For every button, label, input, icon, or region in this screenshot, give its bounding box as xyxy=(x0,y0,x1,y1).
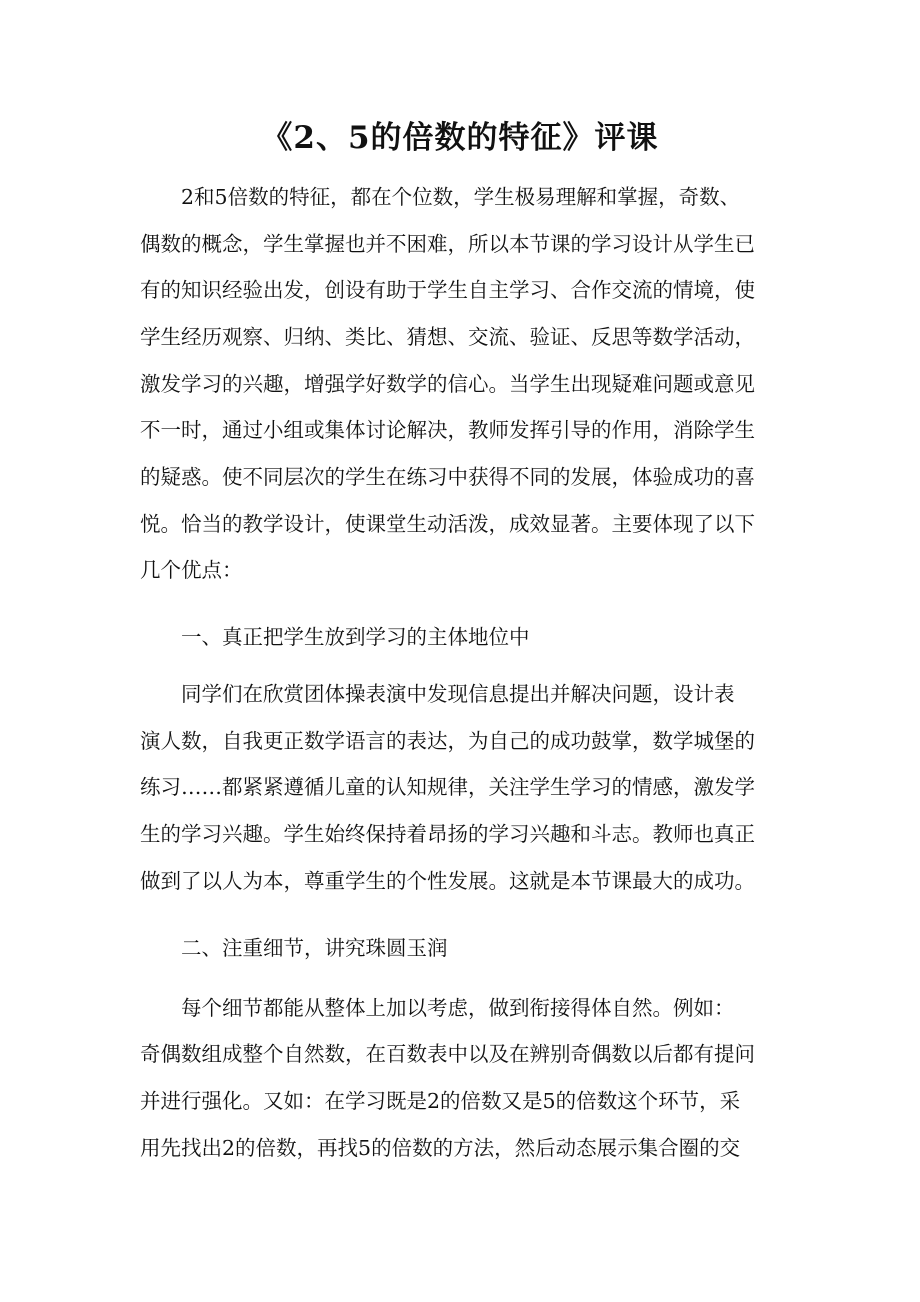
section2-line: 每个细节都能从整体上加以考虑，做到衔接得体自然。例如： xyxy=(140,996,735,1020)
section1-line: 生的学习兴趣。学生始终保持着昂扬的学习兴趣和斗志。教师也真正 xyxy=(140,822,755,846)
intro-line: 不一时，通过小组或集体讨论解决，教师发挥引导的作用，消除学生 xyxy=(140,418,755,442)
section1-line: 做到了以人为本，尊重学生的个性发展。这就是本节课最大的成功。 xyxy=(140,869,755,893)
section1-line: 演人数，自我更正数学语言的表达，为自己的成功鼓掌，数学城堡的 xyxy=(140,729,755,753)
section1-line: 练习……都紧紧遵循儿童的认知规律，关注学生学习的情感，激发学 xyxy=(140,775,755,799)
section1-line: 同学们在欣赏团体操表演中发现信息提出并解决问题，设计表 xyxy=(140,682,735,706)
section2-line: 奇偶数组成整个自然数，在百数表中以及在辨别奇偶数以后都有提问 xyxy=(140,1042,755,1066)
page-title: 《2、5的倍数的特征》评课 xyxy=(261,120,659,156)
intro-line: 的疑惑。使不同层次的学生在练习中获得不同的发展，体验成功的喜 xyxy=(140,465,755,489)
intro-line: 学生经历观察、归纳、类比、猜想、交流、验证、反思等数学活动， xyxy=(140,325,755,349)
section2-line: 用先找出2的倍数，再找5的倍数的方法，然后动态展示集合圈的交 xyxy=(140,1136,741,1160)
intro-line: 有的知识经验出发，创设有助于学生自主学习、合作交流的情境，使 xyxy=(140,278,755,302)
section-heading: 一、真正把学生放到学习的主体地位中 xyxy=(140,625,530,649)
section2-line: 并进行强化。又如：在学习既是2的倍数又是5的倍数这个环节，采 xyxy=(140,1089,741,1113)
intro-line: 2和5倍数的特征，都在个位数，学生极易理解和掌握，奇数、 xyxy=(140,185,741,209)
section-heading: 二、注重细节，讲究珠圆玉润 xyxy=(140,936,448,960)
intro-line: 悦。恰当的教学设计，使课堂生动活泼，成效显著。主要体现了以下 xyxy=(140,512,755,536)
intro-line: 偶数的概念，学生掌握也并不困难，所以本节课的学习设计从学生已 xyxy=(140,232,755,256)
intro-line: 激发学习的兴趣，增强学好数学的信心。当学生出现疑难问题或意见 xyxy=(140,372,755,396)
intro-line: 几个优点： xyxy=(140,558,243,582)
